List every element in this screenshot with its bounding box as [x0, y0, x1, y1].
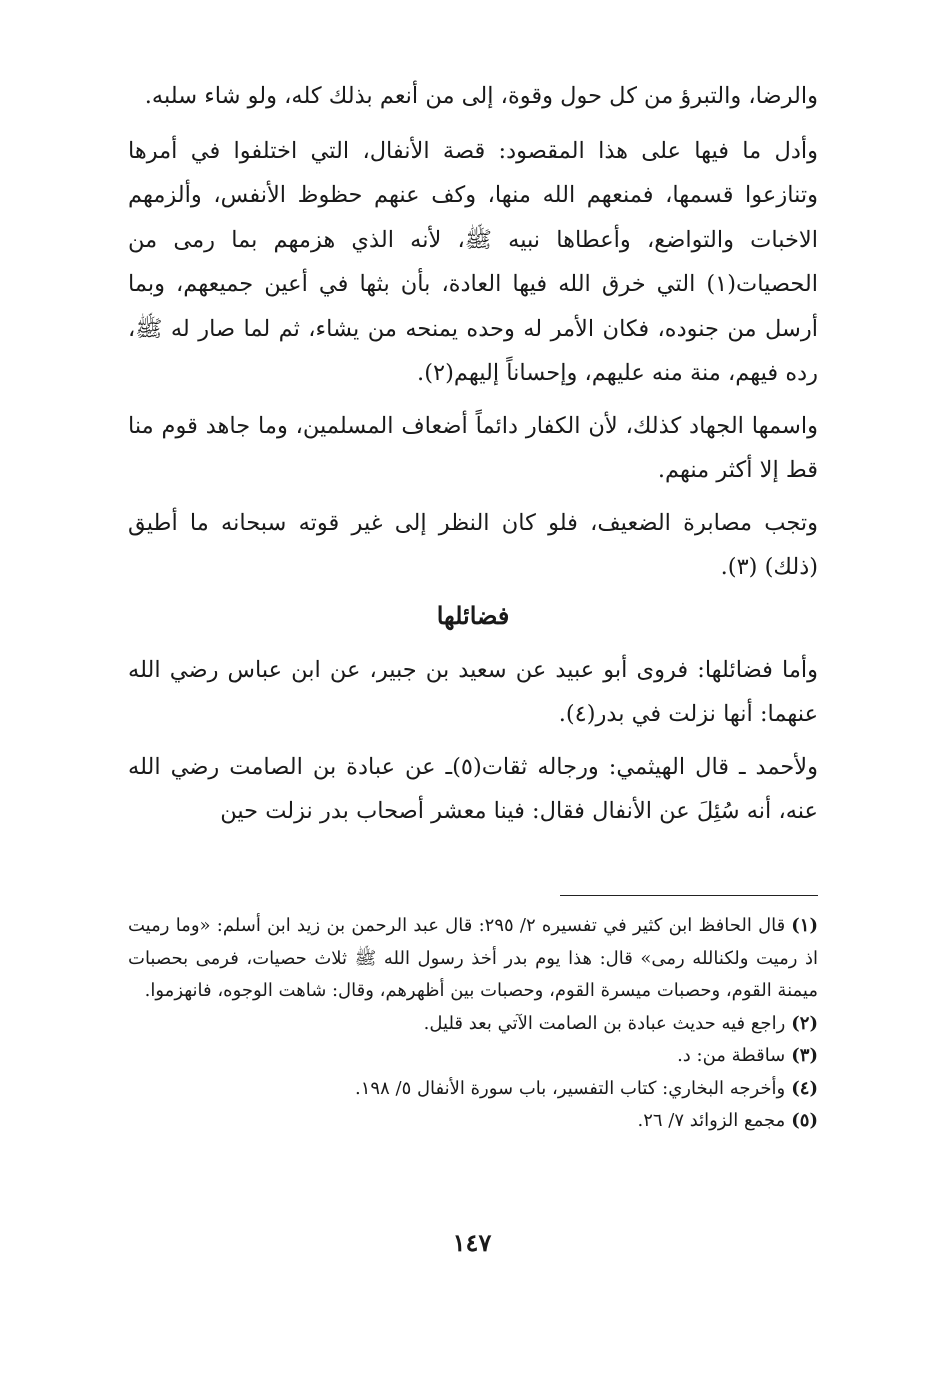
footnote-number: (٢): [791, 1012, 818, 1034]
paragraph-6: ولأحمد ـ قال الهيثمي: ورجاله ثقات(٥)ـ عن عبادة بن الصامت رضي الله عنه، أنه سُئِلَ عن الأنفال فقال: فينا معشر أصحاب بدر نزلت حين: [128, 753, 818, 824]
footnote-text: مجمع الزوائد ٧/ ٢٦.: [637, 1110, 786, 1131]
paragraph-3: واسمها الجهاد كذلك، لأن الكفار دائماً أضعاف المسلمين، وما جاهد قوم منا قط إلا أكثر منهم.: [128, 412, 818, 483]
footnote-separator: [560, 895, 818, 896]
footnote-text: وأخرجه البخاري: كتاب التفسير، باب سورة الأنفال ٥/ ١٩٨.: [355, 1077, 786, 1099]
footnotes: [128, 910, 818, 1138]
footnote-1: [128, 910, 818, 1008]
footnote-text: قال الحافظ ابن كثير في تفسيره ٢/ ٢٩٥: قال عبد الرحمن بن زيد ابن أسلم: «وما رميت اذ رميت ولكنالله رمى» قال: هذا يوم بدر أخذ رسول الله ﷺ ثلاث حصيات، فرمى بحصبات ميمنة القوم، وحصبات ميسرة القوم، وحصبات بين أظهرهم، وقال: شاهت الوجوه، فانهزموا.: [128, 915, 818, 1001]
paragraph-2: وأدل ما فيها على هذا المقصود: قصة الأنفال، التي اختلفوا في أمرها وتنازعوا قسمها، فمنعهم الله منها، وكف عنهم حظوظ الأنفس، وألزمهم الاخبات والتواضع، وأعطاها نبيه ﷺ، لأنه الذي هزمهم بما رمى من الحصيات(١) التي خرق الله فيها العادة، بأن بثها في أعين جميعهم، وبما أرسل من جنوده، فكان الأمر له وحده يمنحه من يشاء، ثم لما صار له ﷺ، رده فيهم، منة منه عليهم، وإحساناً إليهم(٢).: [128, 137, 818, 386]
footnote-text: ساقطة من: د.: [677, 1045, 786, 1066]
footnote-2: [128, 1008, 818, 1041]
footnote-number: (٣): [791, 1045, 818, 1066]
footnote-number: (٥): [791, 1110, 818, 1131]
paragraph-5: وأما فضائلها: فروى أبو عبيد عن سعيد بن جبير، عن ابن عباس رضي الله عنهما: أنها نزلت في بدر(٤).: [128, 656, 818, 727]
footnote-number: (١): [791, 915, 818, 936]
paragraph-1: والرضا، والتبرؤ من كل حول وقوة، إلى من أنعم بذلك كله، ولو شاء سلبه.: [144, 83, 818, 109]
footnote-4: [128, 1073, 818, 1106]
paragraph-4: وتجب مصابرة الضعيف، فلو كان النظر إلى غير قوته سبحانه ما أطيق (ذلك) (٣).: [128, 509, 818, 580]
page-body: [128, 74, 818, 834]
footnote-text: راجع فيه حديث عبادة بن الصامت الآتي بعد قليل.: [423, 1012, 786, 1034]
footnote-3: [128, 1040, 818, 1073]
footnote-number: (٤): [791, 1077, 818, 1099]
section-heading: فضائلها: [436, 600, 510, 630]
footnote-5: [128, 1105, 818, 1138]
page-number: ١٤٧: [452, 1228, 492, 1257]
